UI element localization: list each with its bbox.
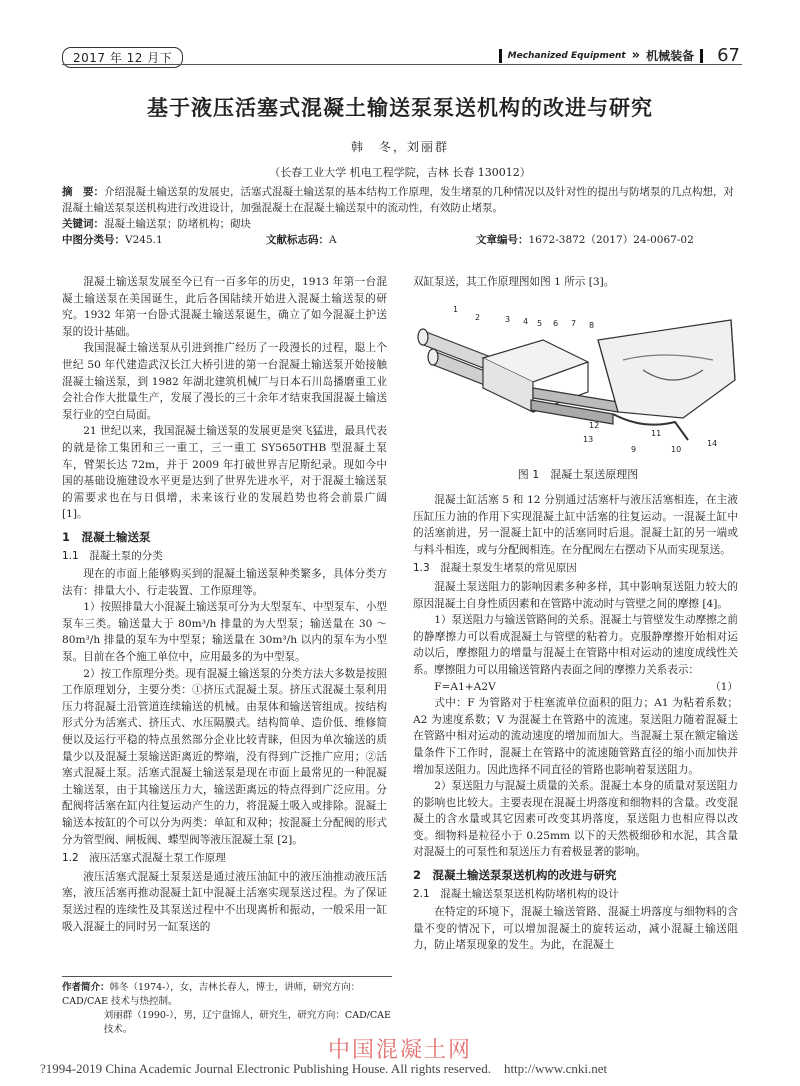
paragraph: 现在的市面上能够购买到的混凝土输送泵种类繁多，具体分类方法有：排量大小、行走装置、工作原理等。 bbox=[62, 568, 387, 597]
keywords-label: 关键词： bbox=[62, 218, 104, 230]
keywords bbox=[62, 216, 742, 232]
figure-caption: 图 1 混凝土泵送原理图 bbox=[517, 468, 639, 481]
article-number: 文章编号：1672-3872（2017）24-0067-02 bbox=[476, 234, 694, 246]
section-heading-1: 1 混凝土输送泵 bbox=[62, 529, 151, 544]
section-heading-1-3: 1.3 混凝土泵发生堵泵的常见原因 bbox=[413, 562, 577, 575]
page-number: 67 bbox=[717, 45, 740, 66]
paragraph: 混凝土输送泵发展至今已有一百多年的历史，1913 年第一台混凝土输送泵在美国诞生，此后各国陆续开始进入混凝土输送泵的研究。1932 年第一台卧式混凝土输送泵诞生，确立了如今混凝土护送泵的设计基础。 bbox=[62, 276, 387, 338]
fig-label: 4 bbox=[523, 317, 529, 326]
section-heading-1-2: 1.2 液压活塞式混凝土泵工作原理 bbox=[62, 852, 226, 865]
right-column-top bbox=[413, 274, 738, 291]
equation-1 bbox=[413, 679, 738, 696]
section-heading-2: 2 混凝土输送泵泵送机构的改进与研究 bbox=[413, 868, 617, 883]
fig-label: 1 bbox=[453, 305, 459, 314]
paragraph: 1）按照排量大小混凝土输送泵可分为大型泵车、中型泵车、小型泵车三类。输送量大于 80m³/h 排量的为大型泵；输送量在 30 ～ 80m³/h 排量的泵车为中型泵；输送量在 30m³/h 以内的泵车为小型泵。目前在各个施工单位中，应用最多的为中型泵。 bbox=[62, 601, 387, 664]
clc-number: 中图分类号：V245.1 bbox=[62, 234, 163, 246]
fig-label: 3 bbox=[505, 315, 511, 324]
paragraph: 2）按工作原理分类。现有混凝土输送泵的分类方法大多数是按照工作原理划分，主要分类：①挤压式混凝土泵。挤压式混凝土泵利用压力将混凝土沿管道连续输送的机械。由泵体和输送管组成。按结构形式分为活塞式、挤压式、水压隔膜式。结构简单、造价低、维修简便以及运行平稳的特点虽然部分企业比较青睐，但因为单次输送的质量少以及混凝土泵输送距离近的弊端，没有得到广泛推广应用；②活塞式混凝土泵。活塞式混凝土输送泵是现在市面上最常见的一种混凝土输送泵，由于其输送压力大，输送距离远的特点得到广泛应用。分配阀将活塞在缸内往复运动产生的力，将混凝土吸入或排除。混凝土输送本按缸的个可以分为两类：单缸和双种；按混凝土分配阀的形式分为管型阀、闸板阀、蝶型阀等液压混凝土泵 [2]。 bbox=[62, 667, 387, 846]
paragraph: 液压活塞式混凝土泵泵送是通过液压油缸中的液压油推动液压活塞，液压活塞再推动混凝土缸中混凝土活塞实现泵送过程。为了保证泵送过程的连续性及其泵送过程中不出现离析和振动，一般采用一缸吸入混凝土的同时另一缸泵送的 bbox=[62, 870, 387, 933]
abstract-text: 介绍混凝土输送泵的发展史，活塞式混凝土输送泵的基本结构工作原理，发生堵泵的几种情况以及针对性的提出与防堵泵的几点构想，对混凝土输送泵泵送机构进行改进设计，加强混凝土在混凝土输送泵中的流动性，有效防止堵泵。 bbox=[62, 186, 734, 214]
paper-affiliation: （长春工业大学 机电工程学院，吉林 长春 130012） bbox=[269, 166, 531, 179]
fig-label: 13 bbox=[583, 435, 594, 444]
doc-code: 文献标志码：A bbox=[266, 234, 337, 246]
fig-label: 14 bbox=[707, 439, 718, 448]
copyright-line: ?1994-2019 China Academic Journal Electronic Publishing House. All rights reserved. http://www.cnki.net bbox=[40, 1061, 608, 1076]
left-column bbox=[62, 274, 387, 935]
paragraph: 我国混凝土输送泵从引进到推广经历了一段漫长的过程，聪上个世纪 50 年代建造武汉长江大桥引进的第一台混凝土输送泵开始接触混凝土输送泵，到 1982 年湖北建筑机械厂与日本石川岛播磨重工业会社合作大批量生产，发展了漫长的三十余年才结束我国混凝土输送泵行业的空白局面。 bbox=[62, 342, 387, 421]
paragraph: 21 世纪以来，我国混凝土输送泵的发展更是突飞猛进，最具代表的就是徐工集团和三一重工，三一重工 SY5650THB 型混凝土泵车，臂架长达 72m，并于 2009 年打破世界吉尼斯纪录。现如今中国的基础设施建设水平更是达到了世界先进水平，对于混凝土输送泵的需要求也在与日俱增，未来该行业的发展趋势也将会前景广阔 [1]。 bbox=[62, 425, 387, 521]
paragraph: 2）泵送阻力与混凝土质量的关系。混凝土本身的质量对泵送阻力的影响也比较大。主要表现在混凝土坍落度和细物料的含量。改变混凝土的含水量或其它因素可改变其坍落度，泵送阻力也相应得以改变。细物料是粒径小于 0.25mm 以下的天然极细砂和水泥，其含量对混凝土的可泵性和泵送压力有着极显著的影响。 bbox=[413, 780, 738, 859]
fig-label: 9 bbox=[631, 445, 637, 454]
paragraph: 1）泵送阻力与输送管路间的关系。混凝土与管壁发生动摩擦之前的静摩擦力可以看成混凝土与管壁的粘着力。克服静摩擦开始相对运动以后，摩擦阻力的增量与混凝土在管路中相对运动的速度成线性关系。摩擦阻力可以用输送管路内表面之间的摩擦力关系表示： bbox=[413, 614, 738, 676]
equation-text: F=A1+A2V bbox=[434, 680, 496, 693]
section-heading-2-1: 2.1 混凝土输送泵泵送机构防堵机构的设计 bbox=[413, 887, 619, 900]
header-bar-mark-2 bbox=[700, 49, 703, 63]
site-watermark: 中国混凝土网 bbox=[327, 1038, 472, 1063]
paragraph: 在特定的环境下，混凝土输送管路、混凝土坍落度与细物料的含量不变的情况下，可以增加混凝土的旋转运动，减小混凝土输送阻力，防止堵泵现象的发生。为此，在混凝土 bbox=[413, 906, 738, 952]
fig-label: 8 bbox=[589, 321, 595, 330]
paper-title: 基于液压活塞式混凝土输送泵泵送机构的改进与研究 bbox=[147, 96, 653, 120]
header-bar-mark bbox=[499, 49, 502, 63]
fig-label: 2 bbox=[475, 313, 481, 322]
paragraph: 混凝土泵送阻力的影响因素多种多样，其中影响泵送阻力较大的原因混凝土自身性质因素和在管路中流动时与管壁之间的摩擦 [4]。 bbox=[413, 580, 738, 610]
fig-label: 5 bbox=[537, 319, 543, 328]
right-column bbox=[413, 492, 738, 954]
fig-label: 6 bbox=[553, 319, 559, 328]
hopper bbox=[598, 320, 735, 418]
fig-label: 11 bbox=[651, 429, 662, 438]
abstract bbox=[62, 184, 742, 216]
footnote-author-2: 刘丽群（1990-），男，辽宁盘锦人，研究生，研究方向：CAD/CAE 技术。 bbox=[103, 1010, 391, 1035]
journal-header bbox=[499, 45, 740, 66]
footnote-label: 作者简介： bbox=[62, 982, 110, 993]
fig-label: 10 bbox=[671, 445, 682, 454]
double-chevron-icon: » bbox=[631, 48, 641, 63]
author-footnote bbox=[62, 976, 392, 1037]
fig-label: 12 bbox=[589, 421, 600, 430]
equation-number: （1） bbox=[710, 680, 738, 693]
issue-date-badge: 2017 年 12 月下 bbox=[62, 47, 183, 68]
footnote-author-1: 韩冬（1974-），女，吉林长春人，博士，讲师，研究方向：CAD/CAE 技术与热控制。 bbox=[62, 982, 361, 1007]
paragraph: 式中：F 为管路对于柱塞流单位面积的阻力；A1 为粘着系数；A2 为速度系数；V 为混凝土在管路中的流速。泵送阻力随着混凝土在管路中相对运动的流动速度的增加而加大。当混凝土泵在额定输送量条件下工作时，混凝土在管路中的流速随管路直径的缩小而加快并增加泵送阻力。因此选择不同直径的管路也影响着泵送阻力。 bbox=[413, 697, 738, 776]
abstract-label: 摘 要： bbox=[62, 186, 104, 198]
journal-name-zh: 机械装备 bbox=[646, 49, 695, 63]
section-heading-1-1: 1.1 混凝土泵的分类 bbox=[62, 549, 163, 562]
pump-schematic-figure bbox=[413, 300, 743, 458]
journal-name-en: Mechanized Equipment bbox=[507, 50, 626, 61]
paragraph: 混凝土缸活塞 5 和 12 分别通过活塞杆与液压活塞相连，在主液压缸压力油的作用下实现混凝土缸中活塞的往复运动。一混凝土缸中的活塞前进，另一混凝土缸中的活塞同时后退。混凝土缸的另一端或与料斗相连，或与分配阀相连。在分配阀左右摆动下从而实现泵送。 bbox=[413, 494, 738, 556]
keywords-text: 混凝土输送泵；防堵机构；砌块 bbox=[104, 218, 251, 230]
paper-authors: 韩 冬，刘丽群 bbox=[350, 140, 449, 154]
paragraph: 双缸泵送，其工作原理图如图 1 所示 [3]。 bbox=[413, 276, 615, 288]
fig-label: 7 bbox=[571, 319, 577, 328]
